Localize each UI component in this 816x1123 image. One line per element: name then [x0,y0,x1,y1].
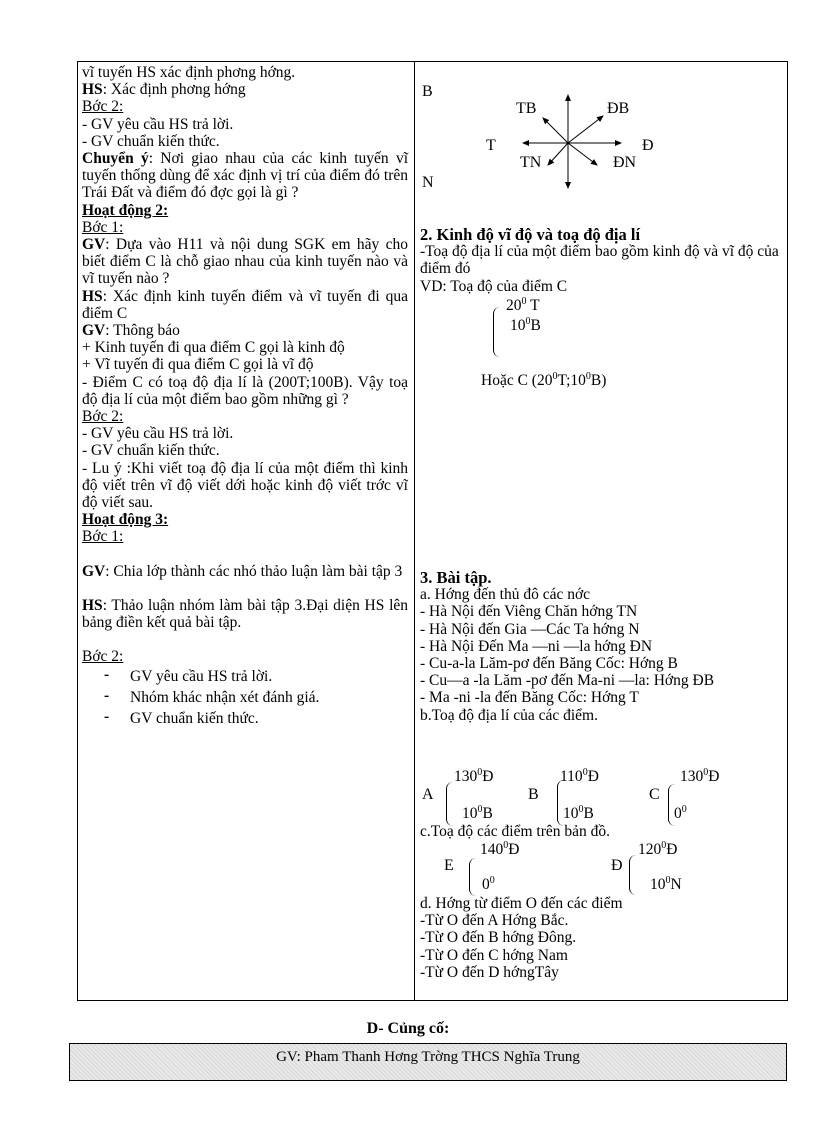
unit: T [526,297,540,315]
text-line: -Từ O đến C hớng Nam [420,946,568,964]
point-c-longitude [680,767,719,786]
point-b-latitude [563,804,594,823]
point-d-latitude [650,875,682,894]
value: 10 [462,805,478,823]
step-heading: Bớc 2: [82,408,124,426]
unit: Đ [508,841,520,859]
text-line [82,81,408,98]
bold-label: HS [82,81,103,99]
spacer [82,580,408,597]
unit: Đ [666,841,678,859]
degree: 0 [525,316,531,327]
point-a-label: A [422,786,434,803]
section-2 [420,226,783,295]
text-line: - GV chuẩn kiến thức. [82,442,220,460]
arrow-southeast [568,143,597,165]
section-3 [420,569,783,724]
value: 0 [482,876,490,894]
value: 130 [680,768,704,786]
bold-label: GV [82,322,106,340]
degree: 0 [503,840,509,851]
bold-label: GV [82,236,106,254]
activity-heading: Hoạt động 2: [82,201,169,219]
compass-label-west: T [486,137,496,154]
value: 10 [563,805,579,823]
point-a-longitude [454,767,493,786]
bold-label: GV [82,562,106,580]
paragraph: - Lu ý :Khi viết toạ độ địa lí của một điểm thì kinh độ viết trên vĩ độ viết dới hoặc kinh độ viết trớc vĩ độ viết sau. [82,459,408,512]
column-divider [414,61,415,1001]
value: 10 [510,317,526,335]
paragraph [82,597,408,631]
unit: Đ [708,768,720,786]
text-line: - GV chuẩn kiến thức. [82,132,220,150]
point-d-longitude [638,840,677,859]
paragraph [82,563,408,580]
text-line: b.Toạ độ địa lí của các điểm. [420,706,598,724]
arrow-northwest [543,118,568,143]
degree: 0 [681,804,687,815]
paragraph: - Điểm C có toạ độ địa lí là (200T;100B). Vậy toạ độ địa lí của một điểm bao gồm những gì ? [82,373,408,408]
value: 0 [674,805,682,823]
degree: 0 [665,875,671,886]
degree: 0 [552,371,558,382]
list-item: - Nhóm khác nhận xét đánh giá. [82,689,408,706]
unit: B [583,805,594,823]
text-line: vĩ tuyến HS xác định phơng hớng. [82,64,296,81]
list-item: - GV yêu cầu HS trả lời. [82,668,408,685]
degree: 0 [703,767,709,778]
bold-label: HS [82,287,103,305]
text-line: - Hà Nội đến Viêng Chăn hớng TN [420,603,638,621]
text-span: B) [590,372,607,390]
section-3d [420,895,783,981]
activity-heading: Hoạt động 3: [82,511,169,529]
step-heading: Bớc 2: [82,648,124,666]
degree: 0 [477,767,483,778]
bold-label: HS [82,596,103,614]
text-line: + Vĩ tuyến đi qua điểm C gọi là vĩ độ [82,356,314,374]
spacer [82,546,408,563]
compass-label-north: B [422,83,433,100]
degree: 0 [521,296,527,307]
compass-label-south: N [422,174,434,191]
text-line: c.Toạ độ các điểm trên bản đồ. [420,823,611,840]
paragraph [82,288,408,322]
text-span: : Thảo luận nhóm làm bài tập 3.Đại diện HS lên bảng điền kết quả bài tập. [82,596,408,632]
text-line: - GV yêu cầu HS trả lời. [82,115,234,133]
point-a-latitude [462,804,493,823]
spacer [82,631,408,648]
brace [469,858,479,896]
text-line: a. Hớng đến thủ đô các nớc [420,586,591,604]
text-line: - Cu-a-la Lăm-pơ đến Băng Cốc: Hớng B [420,655,678,673]
text-line [82,322,408,339]
text-line: VD: Toạ độ của điểm C [420,277,568,295]
point-d-label: Đ [611,857,623,874]
text-line: + Kinh tuyến đi qua điểm C gọi là kinh độ [82,339,345,357]
degree: 0 [578,804,584,815]
text-line: -Từ O đến A Hớng Bắc. [420,912,569,930]
value: 140 [480,841,504,859]
text-span: : Xác định kinh tuyến điểm và vĩ tuyến đi qua điểm C [82,287,408,322]
text-span: : Chia lớp thành các nhó thảo luận làm bài tập 3 [105,562,403,580]
unit: Đ [587,768,599,786]
coordinate-c-latitude [510,316,541,335]
degree: 0 [477,804,483,815]
paragraph [82,236,408,288]
section-heading: 3. Bài tập. [420,568,492,587]
text-span: : Nơi giao nhau của các kinh tuyến vĩ tuyến thống dùng để xác định vị trí của điểm đó trên Trái Đất và điểm đó đợc gọi là gì ? [82,150,408,202]
text-line: -Toạ độ địa lí của một điểm bao gồm kinh độ và vĩ độ của điểm đó [420,243,779,278]
degree: 0 [585,371,591,382]
text-line: - Ma -ni -la đến Băng Cốc: Hớng T [420,689,639,707]
text-span: T;10 [557,372,586,390]
value: 20 [506,297,522,315]
compass-label-east: Đ [642,137,654,154]
compass-rose-diagram [420,78,680,194]
brace [493,307,503,357]
bold-label: Chuyển ý [82,150,149,168]
point-b-label: B [528,786,539,803]
text-line: -Từ O đến D hớngTây [420,963,559,981]
degree: 0 [582,767,588,778]
unit: Đ [482,768,494,786]
brace [446,782,456,826]
text-line: - GV yêu cầu HS trả lời. [82,425,234,443]
text-span: : Xác định phơng hớng [102,81,246,99]
text-line: - Hà Nội Đến Ma —ni —la hớng ĐN [420,637,653,655]
unit: N [670,876,682,894]
degree: 0 [489,875,495,886]
value: 130 [454,768,478,786]
point-e-label: E [444,857,454,874]
value: 120 [638,841,662,859]
coordinate-c-inline [481,371,606,390]
arrow-southwest [548,143,568,165]
text-line: -Từ O đến B hớng Đông. [420,929,577,947]
text-span: Hoặc C (20 [481,372,553,390]
step-heading: Bớc 1: [82,218,124,236]
coordinate-c-longitude [506,296,540,315]
compass-label-northeast: ĐB [607,100,630,117]
section-heading: 2. Kinh độ vĩ độ và toạ độ địa lí [420,225,641,244]
unit: B [530,317,541,335]
text-line: d. Hớng từ điểm O đến các điểm [420,895,623,912]
text-line: - Hà Nội đến Gia —Các Ta hớng N [420,620,640,638]
brace [629,855,639,895]
step-heading: Bớc 2: [82,98,124,116]
compass-label-southwest: TN [520,154,542,171]
step-heading: Bớc 1: [82,528,124,546]
point-e-longitude [480,840,519,859]
point-b-longitude [560,767,599,786]
section-title: D- Củng cố: [366,1020,450,1037]
compass-label-southeast: ĐN [613,154,637,171]
text-line: - Cu—a -la Lăm -pơ đến Ma-ni —la: Hớng ĐB [420,672,715,690]
text-span: : Thông báo [105,322,180,340]
page-footer [69,1043,787,1081]
left-column [82,64,408,731]
footer-text: GV: Pham Thanh Hơng Trờng THCS Nghĩa Trung [276,1049,580,1065]
degree: 0 [661,840,667,851]
value: 110 [560,768,583,786]
list-item: - GV chuẩn kiến thức. [82,710,408,727]
value: 10 [650,876,666,894]
compass-label-northwest: TB [516,100,537,117]
text-span: : Dựa vào H11 và nội dung SGK em hãy cho biết điểm C là chỗ giao nhau của kinh tuyến nào và vĩ tuyến nào ? [82,236,408,288]
point-e-latitude [482,875,495,894]
paragraph [82,150,408,202]
arrow-northeast [568,116,603,143]
point-c-label: C [649,786,660,803]
point-c-latitude [674,804,687,823]
unit: B [482,805,493,823]
